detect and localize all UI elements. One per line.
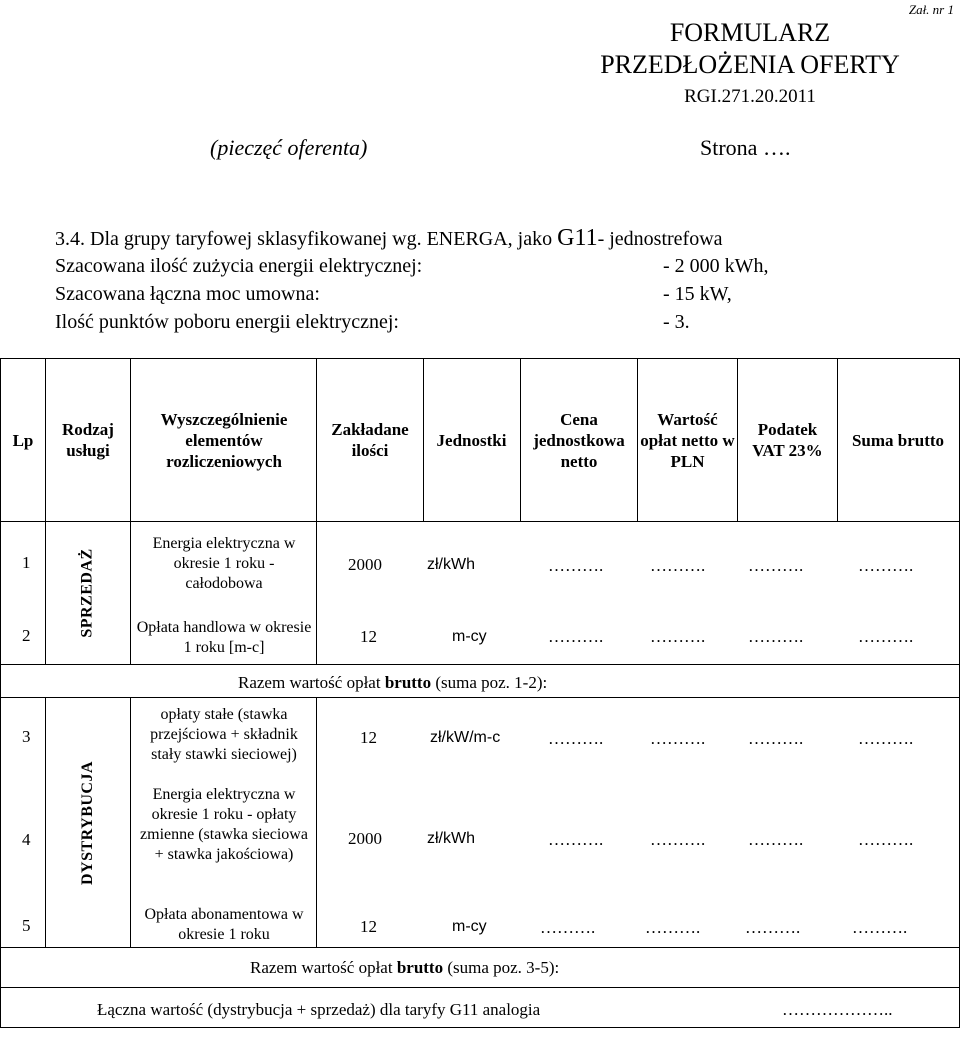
row-lp: 3 — [22, 727, 31, 746]
estimate-value-power: - 15 kW, — [663, 283, 732, 305]
subtotal-distribution — [250, 958, 559, 978]
row-unit: zł/kW/m-c — [430, 729, 501, 746]
header-net-value: Wartość opłat netto w PLN — [640, 409, 735, 471]
net-value-placeholder: ………. — [650, 830, 706, 849]
gross-placeholder: ………. — [858, 556, 914, 575]
page-number: Strona …. — [700, 135, 791, 160]
header-quantity: Zakładane ilości — [331, 420, 409, 460]
group-distribution — [46, 698, 130, 947]
section-sep — [0, 697, 960, 698]
row-quantity: 12 — [360, 728, 377, 747]
unit-price-placeholder: ………. — [548, 556, 604, 575]
row-lp: 2 — [22, 626, 31, 645]
net-value-placeholder: ………. — [650, 729, 706, 748]
unit-price-placeholder: ………. — [548, 830, 604, 849]
col-sep — [130, 358, 131, 521]
unit-price-placeholder: ………. — [548, 729, 604, 748]
vat-placeholder: ………. — [748, 830, 804, 849]
col-sep — [130, 697, 131, 947]
row-description: Opłata abonamentowa w okresie 1 roku — [144, 906, 304, 943]
gross-placeholder: ………. — [858, 627, 914, 646]
subtotal-sales — [238, 673, 547, 693]
col-sep — [316, 521, 317, 664]
section-sep — [0, 947, 960, 948]
tariff-heading-suffix: - jednostrefowa — [597, 228, 723, 250]
tariff-code: G11 — [557, 225, 598, 251]
row-unit: m-cy — [452, 918, 487, 935]
row-lp: 1 — [22, 553, 31, 572]
group-distribution-label: DYSTRYBUCJA — [79, 760, 96, 885]
reference-number: RGI.271.20.2011 — [684, 86, 816, 107]
row-unit: zł/kWh — [427, 830, 475, 847]
subtotal-prefix: Razem wartość opłat — [238, 673, 385, 692]
row-quantity: 2000 — [348, 555, 382, 574]
col-sep — [737, 358, 738, 521]
vat-placeholder: ………. — [745, 918, 801, 937]
subtotal-bold: brutto — [396, 958, 444, 977]
tariff-heading-prefix: 3.4. Dla grupy taryfowej sklasyfikowanej wg. ENERGA, jako — [55, 228, 558, 250]
col-sep — [520, 358, 521, 521]
row-lp: 4 — [22, 830, 31, 849]
vat-placeholder: ………. — [748, 627, 804, 646]
form-title-line1: FORMULARZ — [669, 18, 831, 47]
row-description: Energia elektryczna w okresie 1 roku - opłaty zmienne (stawka sieciowa + stawka jakościowa) — [140, 786, 308, 863]
group-sales-label: SPRZEDAŻ — [79, 548, 97, 638]
grand-total-value: ……………….. — [782, 1000, 893, 1019]
col-sep — [637, 358, 638, 521]
attachment-label: Zał. nr 1 — [908, 2, 954, 17]
row-quantity: 2000 — [348, 829, 382, 848]
row-description: opłaty stałe (stawka przejściowa + składnik stały stawki sieciowej) — [150, 706, 298, 763]
grand-total-label: Łączna wartość (dystrybucja + sprzedaż) dla taryfy G11 analogia — [97, 1000, 541, 1019]
vat-placeholder: ………. — [748, 729, 804, 748]
row-quantity: 12 — [360, 627, 377, 646]
table-border-left — [0, 697, 1, 987]
gross-placeholder: ………. — [852, 918, 908, 937]
subtotal-bold: brutto — [384, 673, 432, 692]
row-unit: zł/kWh — [427, 556, 475, 573]
row-description: Opłata handlowa w okresie 1 roku [m-c] — [136, 619, 312, 656]
estimate-label-points: Ilość punktów poboru energii elektrycznej: — [55, 311, 399, 333]
unit-price-placeholder: ………. — [548, 627, 604, 646]
table-border-header-bottom — [0, 521, 960, 522]
col-sep — [316, 697, 317, 947]
unit-price-placeholder: ………. — [540, 918, 596, 937]
header-units: Jednostki — [436, 430, 507, 450]
estimate-value-points: - 3. — [663, 311, 690, 333]
section-sep — [0, 664, 960, 665]
net-value-placeholder: ………. — [645, 918, 701, 937]
row-unit: m-cy — [452, 628, 487, 645]
gross-placeholder: ………. — [858, 830, 914, 849]
net-value-placeholder: ………. — [650, 627, 706, 646]
subtotal-prefix: Razem wartość opłat — [250, 958, 397, 977]
header-service-type: Rodzaj usługi — [62, 420, 114, 460]
vat-placeholder: ………. — [748, 556, 804, 575]
subtotal-suffix: (suma poz. 3-5): — [443, 958, 560, 977]
estimate-value-energy: - 2 000 kWh, — [663, 255, 769, 277]
net-value-placeholder: ………. — [650, 556, 706, 575]
row-description: Energia elektryczna w okresie 1 roku - całodobowa — [152, 535, 296, 592]
header-vat: Podatek VAT 23% — [752, 420, 823, 460]
row-quantity: 12 — [360, 917, 377, 936]
table-border-top — [0, 358, 960, 359]
table-border-left — [0, 358, 1, 698]
col-sep — [316, 358, 317, 521]
gross-placeholder: ………. — [858, 729, 914, 748]
estimate-label-power: Szacowana łączna moc umowna: — [55, 283, 320, 305]
table-border-bottom — [0, 1027, 960, 1028]
estimate-label-energy: Szacowana ilość zużycia energii elektrycznej: — [55, 255, 423, 277]
header-gross-sum: Suma brutto — [851, 430, 945, 450]
col-sep — [130, 521, 131, 664]
form-title-line2: PRZEDŁOŻENIA OFERTY — [600, 50, 900, 79]
table-border-left — [0, 987, 1, 1027]
section-sep — [0, 987, 960, 988]
header-specification: Wyszczególnienie elementów rozliczeniowych — [160, 409, 288, 471]
subtotal-suffix: (suma poz. 1-2): — [431, 673, 548, 692]
col-sep — [45, 358, 46, 521]
row-lp: 5 — [22, 916, 31, 935]
header-unit-price: Cena jednostkowa netto — [533, 409, 625, 471]
group-sales — [46, 522, 130, 664]
seal-label: (pieczęć oferenta) — [210, 135, 368, 160]
header-lp: Lp — [12, 430, 34, 450]
tariff-heading — [55, 224, 723, 254]
